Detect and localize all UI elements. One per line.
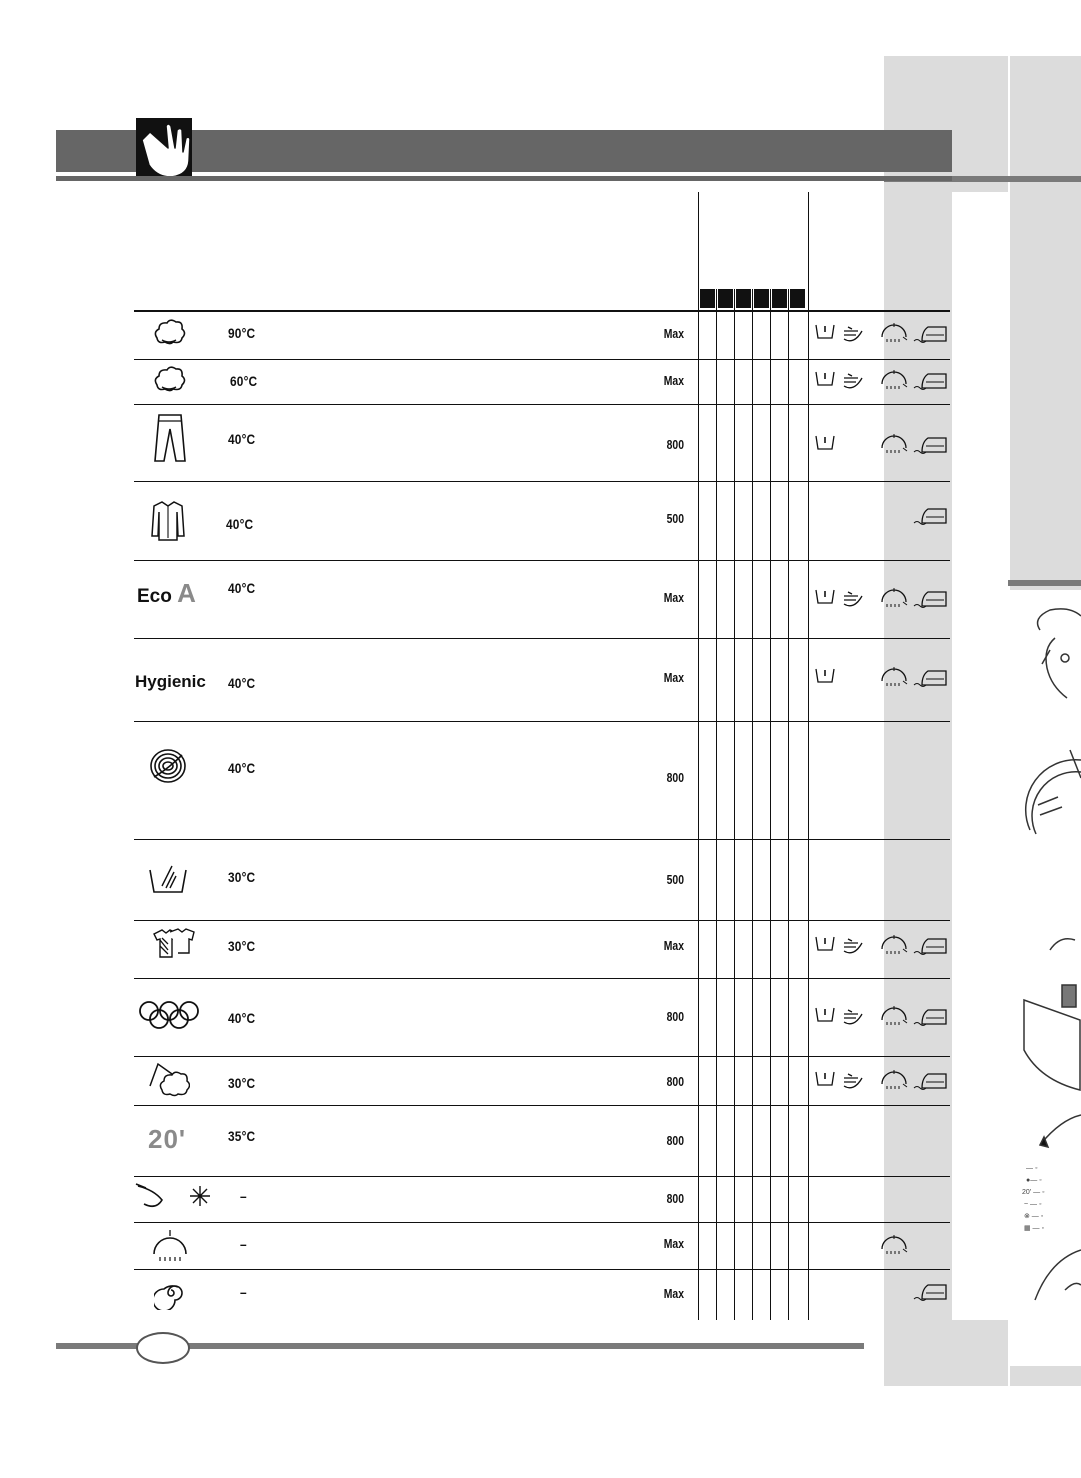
max-spin-value: Max <box>663 326 684 341</box>
table-vertical-line <box>734 289 735 1320</box>
row-divider <box>134 481 950 482</box>
max-spin-value: 800 <box>666 1191 684 1206</box>
table-vertical-line <box>698 192 699 1320</box>
tumble-dry-icon <box>882 323 907 342</box>
dry-clean-icon <box>844 327 862 341</box>
dry-clean-icon <box>844 1010 862 1024</box>
table-vertical-line <box>788 289 789 1320</box>
shirt-icon <box>150 500 186 542</box>
washing-illustrations <box>1010 590 1081 1366</box>
wool-icon <box>148 747 188 785</box>
care-symbols <box>814 933 952 957</box>
spin-icon <box>154 1276 188 1310</box>
max-spin-value: Max <box>663 938 684 953</box>
dry-clean-icon <box>844 374 862 388</box>
temperature-value: 30°C <box>228 938 256 954</box>
jeans-icon <box>152 413 188 463</box>
side-gap <box>952 192 1008 1320</box>
max-spin-value: Max <box>663 670 684 685</box>
tumble-dry-icon <box>882 1070 907 1089</box>
tumble-dry-icon <box>882 434 907 453</box>
care-symbols <box>814 1004 952 1028</box>
iron-icon <box>914 438 946 454</box>
tumble-dry-icon <box>882 935 907 954</box>
bleach-icon <box>816 372 834 385</box>
row-divider <box>134 1269 950 1270</box>
care-symbols <box>814 368 952 392</box>
row-divider <box>134 560 950 561</box>
bleach-icon <box>816 1008 834 1021</box>
cotton-icon <box>152 318 186 348</box>
temperature-value: 30°C <box>228 1075 256 1091</box>
bleach-icon <box>816 937 834 950</box>
row-divider <box>134 920 950 921</box>
row-divider <box>134 839 950 840</box>
iron-icon <box>914 1074 946 1090</box>
iron-icon <box>914 327 946 343</box>
bleach-icon <box>816 590 834 603</box>
max-spin-value: Max <box>663 1286 684 1301</box>
max-spin-value: 800 <box>666 770 684 785</box>
column-marker <box>700 289 715 308</box>
iron-icon <box>914 939 946 955</box>
table-vertical-line <box>808 192 809 1320</box>
tumble-dry-icon <box>882 667 907 686</box>
column-marker <box>718 289 733 308</box>
table-vertical-line <box>752 289 753 1320</box>
temperature-value: 40°C <box>228 675 256 691</box>
svg-text:●— ◦: ●— ◦ <box>1026 1177 1042 1184</box>
bleach-icon <box>816 436 834 449</box>
max-spin-value: 800 <box>666 1074 684 1089</box>
care-symbols <box>814 321 952 345</box>
max-spin-value: 500 <box>666 872 684 887</box>
row-divider <box>134 638 950 639</box>
max-spin-value: 800 <box>666 1009 684 1024</box>
temperature-value: 40°C <box>228 580 256 596</box>
hygienic-label: Hygienic <box>135 672 206 691</box>
tumble-dry-icon <box>882 588 907 607</box>
column-marker <box>736 289 751 308</box>
svg-text:~ — ◦: ~ — ◦ <box>1024 1201 1042 1208</box>
care-symbols <box>814 1279 952 1303</box>
tumble-dry-icon <box>882 1006 907 1025</box>
bleach-icon <box>816 669 834 682</box>
table-vertical-line <box>770 289 771 1320</box>
tumble-dry-icon <box>882 1235 907 1254</box>
row-divider <box>134 1222 950 1223</box>
side-illustration-area <box>1010 590 1081 1366</box>
care-symbols <box>814 1068 952 1092</box>
row-divider <box>134 1176 950 1177</box>
svg-text:— ◦: — ◦ <box>1026 1165 1038 1172</box>
dry-icon <box>150 1228 190 1262</box>
column-marker <box>790 289 805 308</box>
table-vertical-line <box>716 289 717 1320</box>
side-divider <box>1008 580 1081 586</box>
iron-icon <box>914 1285 946 1301</box>
section-header-underline <box>56 176 952 181</box>
temperature-value: 40°C <box>228 1010 256 1026</box>
temperature-value: 35°C <box>228 1128 256 1144</box>
care-symbols <box>814 432 952 456</box>
max-spin-value: Max <box>663 373 684 388</box>
tumble-dry-icon <box>882 370 907 389</box>
temperature-value: – <box>240 1188 247 1204</box>
dry-clean-icon <box>844 1074 862 1088</box>
hand-icon <box>136 118 192 176</box>
temperature-value: 40°C <box>228 760 256 776</box>
care-symbols <box>814 503 952 527</box>
eco-a-label: Eco A <box>137 578 196 608</box>
cotton-icon <box>152 365 186 395</box>
max-spin-value: Max <box>663 590 684 605</box>
iron-icon <box>914 592 946 608</box>
iron-icon <box>914 374 946 390</box>
table-header-line <box>134 310 950 312</box>
iron-icon <box>914 1010 946 1026</box>
svg-text:▦ — ◦: ▦ — ◦ <box>1024 1225 1044 1232</box>
temperature-value: 90°C <box>228 325 256 341</box>
svg-text:⊗ — ◦: ⊗ — ◦ <box>1024 1213 1044 1220</box>
column-marker <box>754 289 769 308</box>
rinse-cold-icon <box>134 1180 214 1212</box>
temperature-value: 60°C <box>230 373 258 389</box>
row-divider <box>134 359 950 360</box>
hand-wash-icon <box>148 860 188 896</box>
temperature-value: – <box>240 1284 247 1300</box>
cotton-quick-icon <box>146 1060 190 1100</box>
temperature-value: 40°C <box>226 516 254 532</box>
row-divider <box>134 404 950 405</box>
row-divider <box>134 1056 950 1057</box>
sport-rings-icon <box>138 1000 200 1030</box>
page-number-badge <box>136 1332 190 1364</box>
mixed-colors-icon <box>150 928 196 960</box>
temperature-value: 40°C <box>228 431 256 447</box>
bleach-icon <box>816 325 834 338</box>
max-spin-value: 800 <box>666 1133 684 1148</box>
svg-text:20' — ◦: 20' — ◦ <box>1022 1189 1045 1196</box>
iron-icon <box>914 509 946 525</box>
row-divider <box>134 1105 950 1106</box>
care-symbols <box>814 586 952 610</box>
temperature-value: 30°C <box>228 869 256 885</box>
row-divider <box>134 721 950 722</box>
iron-icon <box>914 671 946 687</box>
care-symbols <box>814 665 952 689</box>
bleach-icon <box>816 1072 834 1085</box>
quick-20-label: 20' <box>148 1124 187 1154</box>
temperature-value: – <box>240 1236 247 1252</box>
max-spin-value: Max <box>663 1236 684 1251</box>
dry-clean-icon <box>844 592 862 606</box>
max-spin-value: 500 <box>666 511 684 526</box>
dry-clean-icon <box>844 939 862 953</box>
row-divider <box>134 978 950 979</box>
column-marker <box>772 289 787 308</box>
care-symbols <box>814 1233 952 1257</box>
max-spin-value: 800 <box>666 437 684 452</box>
